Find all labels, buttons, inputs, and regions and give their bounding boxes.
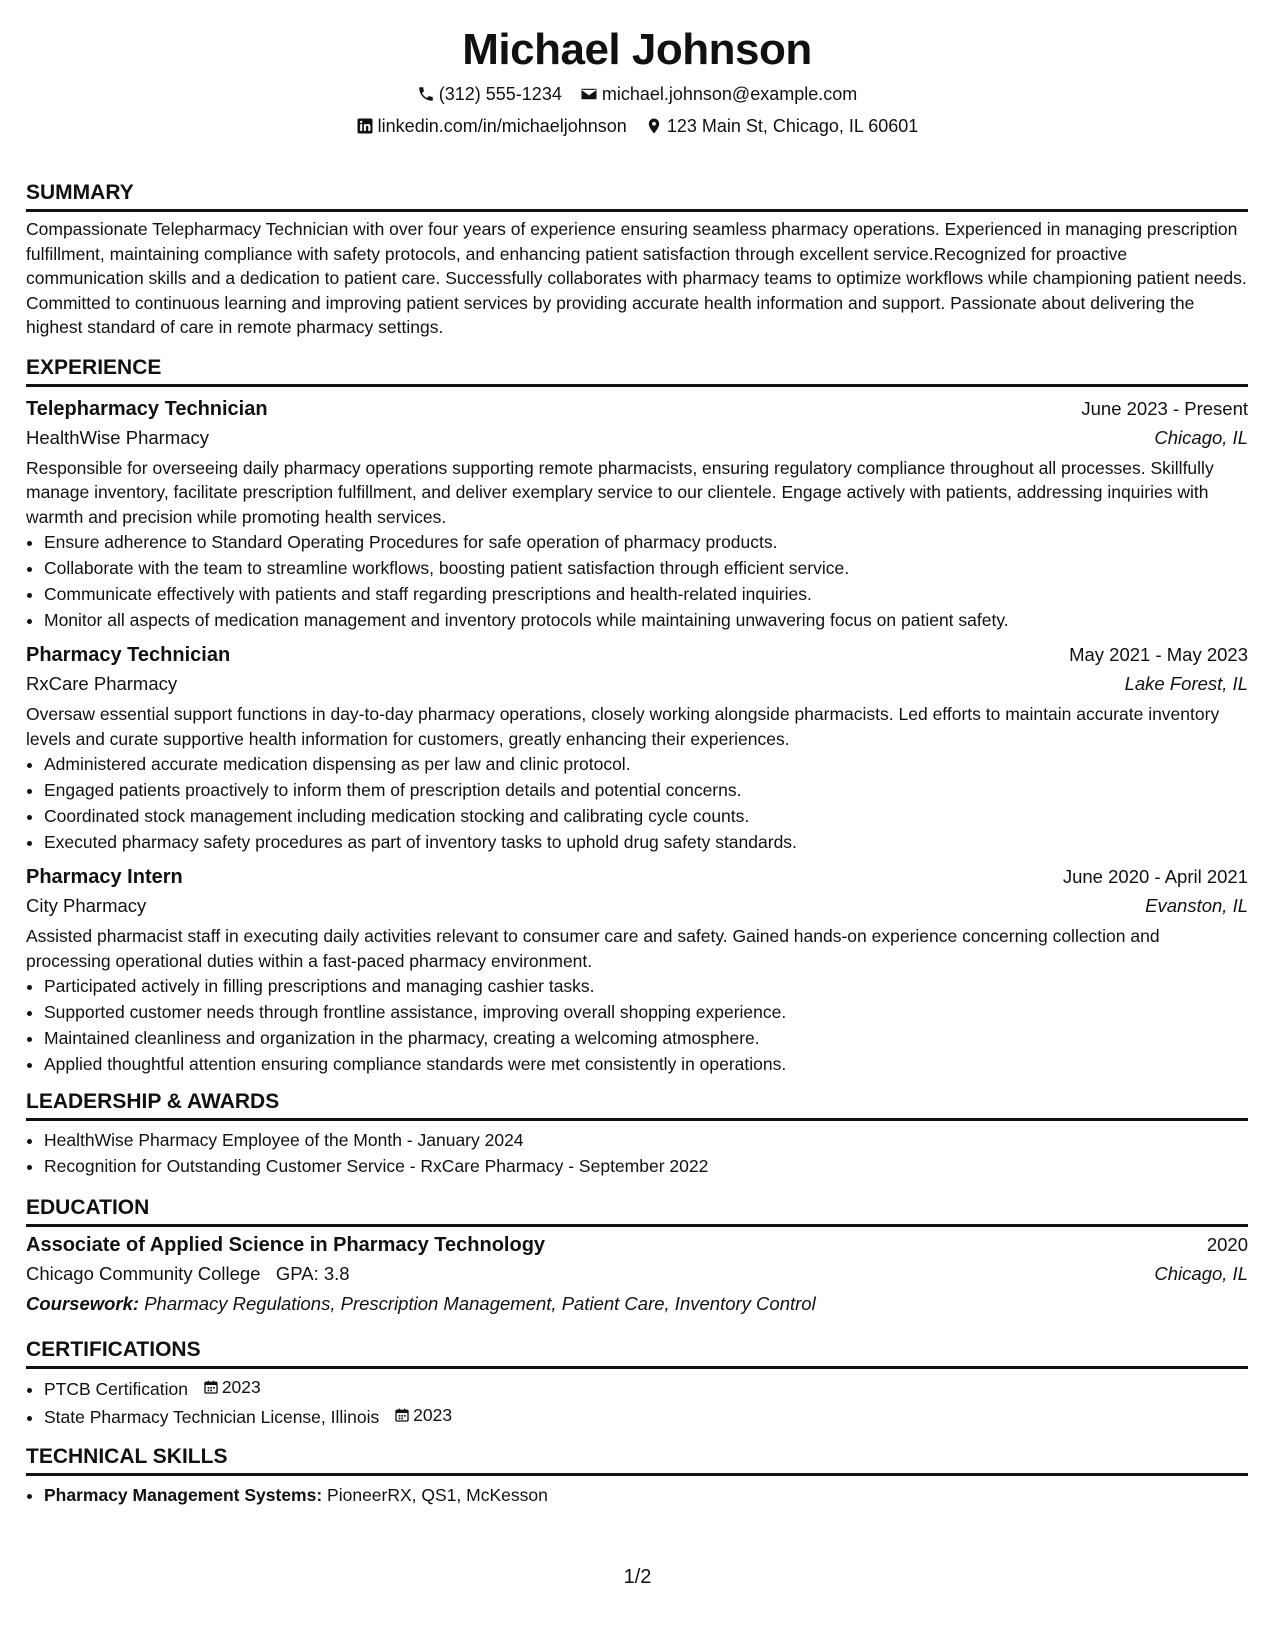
list-item <box>44 1374 1248 1402</box>
page-number: 1/2 <box>623 1566 652 1588</box>
linkedin-icon <box>356 117 374 135</box>
job-entry <box>26 641 1248 855</box>
phone-text: (312) 555-1234 <box>438 84 562 104</box>
job-company: HealthWise Pharmacy <box>26 426 210 448</box>
job-entry <box>26 395 1248 634</box>
list-item: • Collaborate with the team to streamline workflows, boosting patient satisfaction through efficient service. <box>44 555 1248 581</box>
certification-date <box>394 1402 452 1428</box>
job-dates: June 2023 - Present <box>1081 397 1248 419</box>
section-title-certifications: CERTIFICATIONS <box>26 1337 1248 1369</box>
list-item: • Executed pharmacy safety procedures as part of inventory tasks to uphold drug safety standards. <box>44 829 1248 855</box>
job-company: RxCare Pharmacy <box>26 673 178 694</box>
job-bullets <box>26 529 1248 633</box>
list-item: • HealthWise Pharmacy Employee of the Month - January 2024 <box>44 1127 1248 1153</box>
job-location: Chicago, IL <box>1154 426 1248 448</box>
school-location: Chicago, IL <box>1154 1263 1248 1284</box>
address-contact <box>645 114 919 138</box>
section-title-summary: SUMMARY <box>26 180 1248 212</box>
phone-contact <box>417 82 562 106</box>
contact-row-2 <box>26 114 1248 138</box>
section-title-skills: TECHNICAL SKILLS <box>26 1444 1248 1476</box>
education-section <box>26 1195 1248 1319</box>
education-subheader <box>26 1259 1248 1289</box>
list-item: • Supported customer needs through frontline assistance, improving overall shopping experience. <box>44 999 1248 1025</box>
job-title: Pharmacy Technician <box>26 644 231 666</box>
location-pin-icon <box>645 117 663 135</box>
certification-name: PTCB Certification <box>44 1379 188 1399</box>
summary-text: Compassionate Telepharmacy Technician with over four years of experience ensuring seamless pharmacy operations. Experienced in managing prescription fulfillment, maintaining compliance with safety protocols, and enhancing patient satisfaction through excellent service.Recognized for proactive communication skills and a dedication to patient care. Successfully collaborates with pharmacy teams to optimize workflows while championing patient needs. Committed to continuous learning and improving patient services by providing accurate health information and support. Passionate about delivering the highest standard of care in remote pharmacy settings. <box>26 219 1247 337</box>
list-item: • Recognition for Outstanding Customer Service - RxCare Pharmacy - September 2022 <box>44 1153 1248 1179</box>
skills-list <box>26 1482 1248 1508</box>
job-entry <box>26 863 1248 1077</box>
experience-section <box>26 355 1248 1078</box>
job-title: Telepharmacy Technician <box>26 397 268 420</box>
section-title-leadership: LEADERSHIP & AWARDS <box>26 1089 1248 1121</box>
job-location: Lake Forest, IL <box>1124 673 1248 694</box>
calendar-icon <box>203 1379 219 1395</box>
list-item: • Ensure adherence to Standard Operating Procedures for safe operation of pharmacy products. <box>44 529 1248 555</box>
contact-row-1 <box>26 82 1248 106</box>
job-title: Pharmacy Intern <box>26 866 183 888</box>
degree: Associate of Applied Science in Pharmacy Technology <box>26 1234 546 1256</box>
address-text: 123 Main St, Chicago, IL 60601 <box>666 116 919 136</box>
summary-section <box>26 180 1248 340</box>
job-bullets <box>26 973 1248 1077</box>
certification-year: 2023 <box>221 1377 261 1397</box>
job-description: Assisted pharmacist staff in executing daily activities relevant to consumer care and safety. Gained hands-on experience concerning collection and processing operational duties within a fast-paced pharmacy environment. <box>26 926 1160 971</box>
job-dates: June 2020 - April 2021 <box>1062 866 1248 887</box>
coursework <box>26 1289 1248 1319</box>
list-item: • Engaged patients proactively to inform them of prescription details and potential concerns. <box>44 777 1248 803</box>
job-location: Evanston, IL <box>1145 895 1248 916</box>
skill-category: Pharmacy Management Systems: <box>44 1485 323 1505</box>
email-text[interactable]: michael.johnson@example.com <box>601 84 858 104</box>
job-subheader <box>26 891 1248 921</box>
job-header <box>26 395 1248 423</box>
school-name: Chicago Community College <box>26 1263 261 1284</box>
skills-section <box>26 1444 1248 1508</box>
list-item: • Administered accurate medication dispensing as per law and clinic protocol. <box>44 751 1248 777</box>
email-contact[interactable] <box>580 82 857 106</box>
list-item: • Maintained cleanliness and organization in the pharmacy, creating a welcoming atmosphere. <box>44 1025 1248 1051</box>
phone-icon <box>417 85 435 103</box>
list-item: • Communicate effectively with patients and staff regarding prescriptions and health-related inquiries. <box>44 581 1248 607</box>
school-info <box>26 1259 350 1289</box>
certification-year: 2023 <box>413 1405 453 1425</box>
list-item <box>44 1482 1248 1508</box>
education-header <box>26 1231 1248 1259</box>
candidate-name: Michael Johnson <box>462 25 812 74</box>
section-title-experience: EXPERIENCE <box>26 355 1248 387</box>
coursework-label: Coursework: <box>26 1293 140 1314</box>
section-title-education: EDUCATION <box>26 1195 1248 1227</box>
job-company: City Pharmacy <box>26 895 147 916</box>
list-item: • Monitor all aspects of medication management and inventory protocols while maintaining unwavering focus on patient safety. <box>44 607 1248 633</box>
coursework-list: Pharmacy Regulations, Prescription Management, Patient Care, Inventory Control <box>144 1293 816 1314</box>
skill-values: PioneerRX, QS1, McKesson <box>327 1485 548 1505</box>
job-header <box>26 863 1248 891</box>
certification-date <box>203 1374 261 1400</box>
resume-page <box>26 0 1248 1508</box>
job-description: Oversaw essential support functions in day-to-day pharmacy operations, closely working alongside pharmacists. Led efforts to maintain accurate inventory levels and curate supportive health information for customers, greatly enhancing their experiences. <box>26 704 1220 749</box>
job-header <box>26 641 1248 669</box>
job-bullets <box>26 751 1248 855</box>
list-item: • Participated actively in filling prescriptions and managing cashier tasks. <box>44 973 1248 999</box>
certifications-section <box>26 1337 1248 1430</box>
job-subheader <box>26 423 1248 453</box>
job-subheader <box>26 669 1248 699</box>
list-item: • Applied thoughtful attention ensuring compliance standards were met consistently in operations. <box>44 1051 1248 1077</box>
linkedin-contact[interactable] <box>356 114 627 138</box>
list-item <box>44 1402 1248 1430</box>
leadership-list <box>26 1127 1248 1179</box>
leadership-section <box>26 1089 1248 1179</box>
job-description: Responsible for overseeing daily pharmacy operations supporting remote pharmacists, ensuring regulatory compliance throughout all processes. Skillfully manage inventory, facilitate prescription fulfillment, and deliver exemplary service to our clientele. Engage actively with patients, addressing inquiries with warmth and precision while promoting health services. <box>26 457 1214 527</box>
gpa: GPA: 3.8 <box>275 1263 350 1284</box>
graduation-year: 2020 <box>1206 1234 1248 1255</box>
certification-name: State Pharmacy Technician License, Illinois <box>44 1407 380 1427</box>
certifications-list <box>26 1374 1248 1430</box>
list-item: • Coordinated stock management including medication stocking and calibrating cycle counts. <box>44 803 1248 829</box>
job-dates: May 2021 - May 2023 <box>1069 644 1248 665</box>
linkedin-text[interactable]: linkedin.com/in/michaeljohnson <box>377 116 627 136</box>
calendar-icon <box>394 1407 410 1423</box>
envelope-icon <box>580 85 598 103</box>
